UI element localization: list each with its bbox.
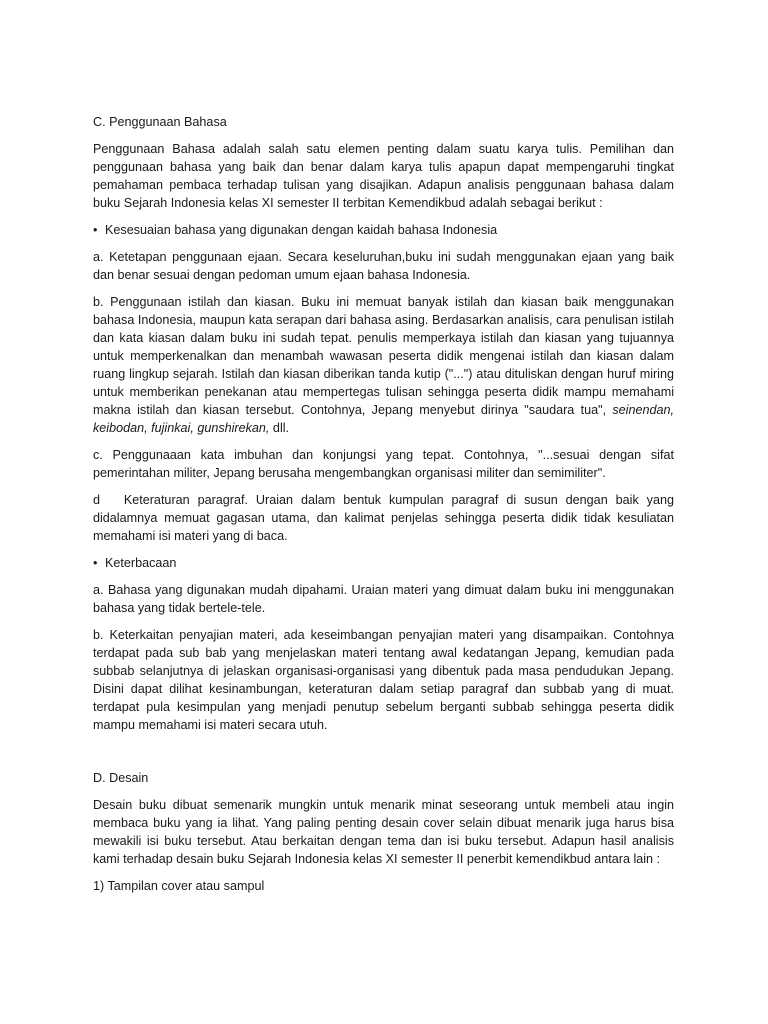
- section-d-heading: D. Desain: [93, 771, 149, 785]
- bullet-kaidah-label: Kesesuaian bahasa yang digunakan dengan kaidah bahasa Indonesia: [105, 223, 498, 237]
- bullet-icon: •: [93, 556, 98, 570]
- document-page: [93, 113, 678, 904]
- item-b-end: dll.: [269, 421, 290, 435]
- item-c-imbuhan: c. Penggunaaan kata imbuhan dan konjungsi yang tepat. Contohnya, "...sesuai dengan sifat pemerintahan militer, Jepang berusaha mengembangkan organisasi militer dan semimiliter".: [93, 448, 674, 480]
- item-d-paragraf: d Keteraturan paragraf. Uraian dalam bentuk kumpulan paragraf di susun dengan baik yang didalamnya memuat gagasan utama, dan kalimat penjelas sehingga peserta didik tidak kesuliatan memahami isi materi yang di baca.: [93, 493, 678, 543]
- section-spacer: [93, 743, 674, 769]
- bullet-keterbacaan-label: Keterbacaan: [105, 556, 177, 570]
- item-b-istilah: [93, 293, 674, 437]
- item-b-text: b. Penggunaan istilah dan kiasan. Buku ini memuat banyak istilah dan kiasan baik menggunakan bahasa Indonesia, maupun kata serapan dari bahasa asing. Berdasarkan analisis, cara penulisan istilah dan kata kiasan dalam buku ini sudah tepat. penulis memperkaya istilah dan kiasan yang tujuannya untuk memperkenalkan dan menambah wawasan peserta didik mengenai istilah dan kiasan dalam ruang lingkup sejarah. Istilah dan kiasan diberikan tanda kutip ("...") atau dituliskan dengan huruf miring untuk memberikan penekanan atau mempertegas tulisan sehingga peserta didik mampu memahami makna istilah dan kiasan tersebut. Contohnya, Jepang menyebut dirinya "saudara tua",: [93, 295, 674, 417]
- bullet-kaidah: [93, 221, 674, 239]
- item-b-italic-terms: seinendan, keibodan, fujinkai, gunshirekan,: [93, 403, 674, 435]
- read-a-bahasa: a. Bahasa yang digunakan mudah dipahami. Uraian materi yang dimuat dalam buku ini menggunakan bahasa yang tidak bertele-tele.: [93, 583, 674, 615]
- read-b-keterkaitan: b. Keterkaitan penyajian materi, ada keseimbangan penyajian materi yang disampaikan. Contohnya terdapat pada sub bab yang menjelaskan materi tentang awal kedatangan Jepang, kemudian pada subbab selanjutnya di jelaskan organisasi-organisasi yang dibentuk pada masa pendudukan Jepang. Disini dapat dilihat kesinambungan, keteraturan dalam setiap paragraf dan subbab yang di muat. terdapat pula kesimpulan yang menjadi penutup sebelum berganti subbab sehingga peserta didik mampu memahami isi materi secara utuh.: [93, 628, 674, 732]
- section-d-intro: Desain buku dibuat semenarik mungkin untuk menarik minat seseorang untuk membeli atau ingin membaca buku yang ia lihat. Yang paling penting desain cover selain dibuat menarik juga harus bisa mewakili isi buku tersebut. Atau berkaitan dengan tema dan isi buku tersebut. Adapun hasil analisis kami terhadap desain buku Sejarah Indonesia kelas XI semester II penerbit kemendikbud antara lain :: [93, 798, 674, 866]
- section-c-heading: C. Penggunaan Bahasa: [93, 115, 227, 129]
- item-a-ejaan: a. Ketetapan penggunaan ejaan. Secara keseluruhan,buku ini sudah menggunakan ejaan yang baik dan benar sesuai dengan pedoman umum ejaan bahasa Indonesia.: [93, 250, 674, 282]
- item-1-cover: 1) Tampilan cover atau sampul: [93, 879, 265, 893]
- section-c-intro: Penggunaan Bahasa adalah salah satu elemen penting dalam suatu karya tulis. Pemilihan dan penggunaan bahasa yang baik dan benar dalam karya tulis apapun dapat mempengaruhi tingkat pemahaman pembaca terhadap tulisan yang disajikan. Adapun analisis penggunaan bahasa dalam buku Sejarah Indonesia kelas XI semester II terbitan Kemendikbud adalah sebagai berikut :: [93, 142, 674, 210]
- bullet-icon: •: [93, 223, 98, 237]
- bullet-keterbacaan: [93, 554, 674, 572]
